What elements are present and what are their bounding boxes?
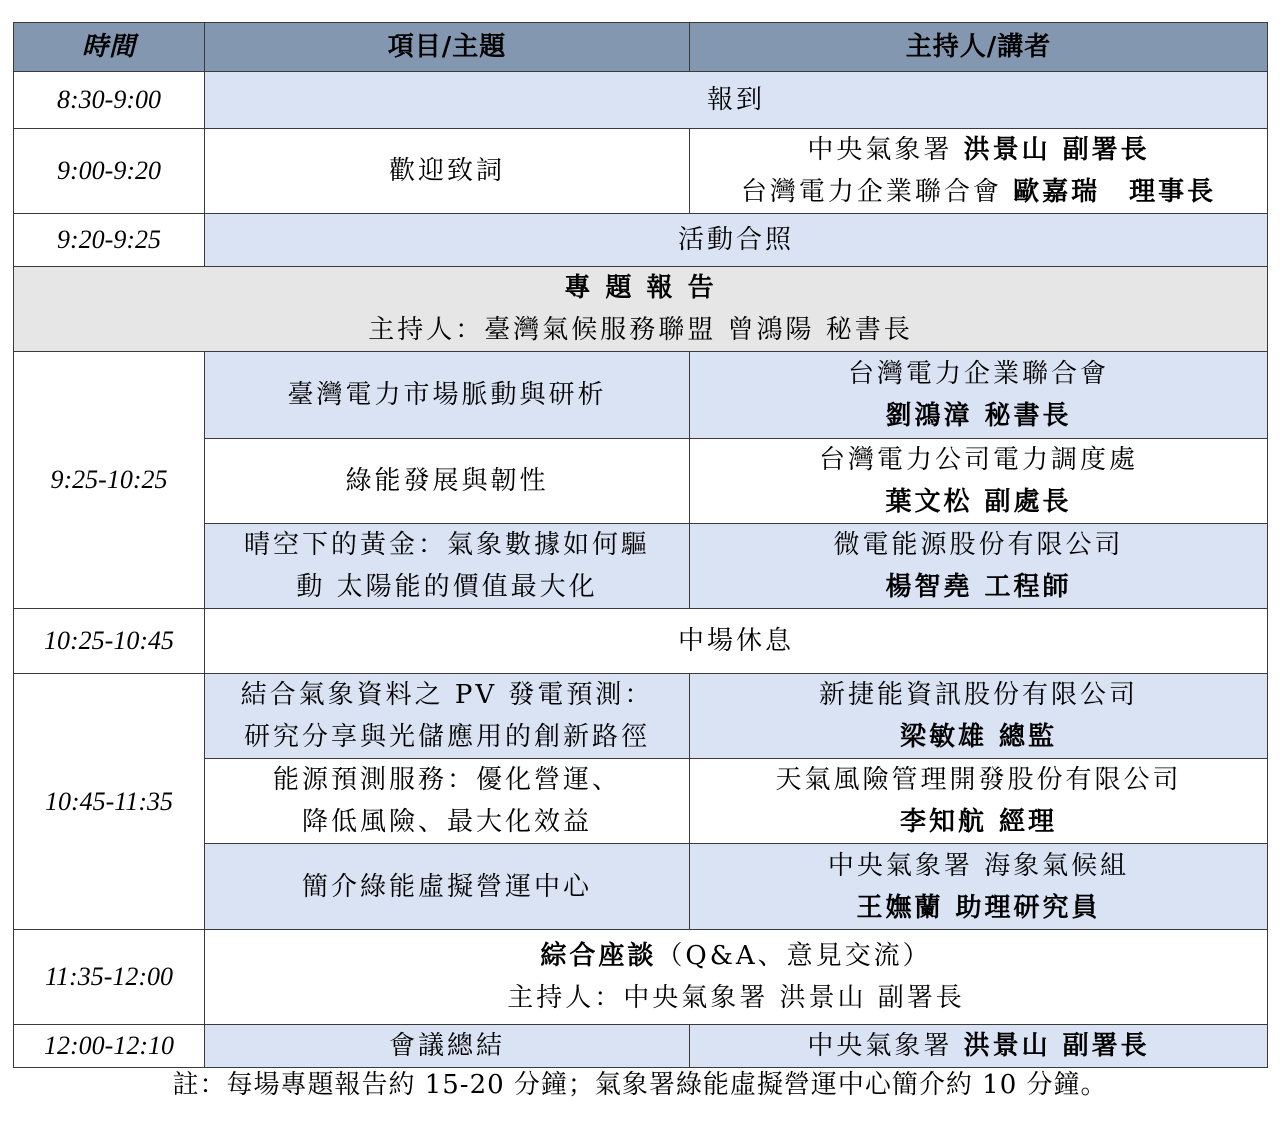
speaker-cell <box>690 759 1268 844</box>
time-cell: 12:00-12:10 <box>14 1025 205 1068</box>
table-row <box>14 609 1268 674</box>
topic-cell: 臺灣電力市場脈動與研析 <box>205 352 690 439</box>
header-topic: 項目/主題 <box>205 23 690 72</box>
time-cell: 10:25-10:45 <box>14 609 205 674</box>
speaker-name: 葉文松 副處長 <box>885 487 1072 517</box>
table-row <box>14 72 1268 129</box>
speaker-cell <box>690 844 1268 930</box>
speaker-org: 台灣電力企業聯合會 <box>740 177 1002 207</box>
topic-cell: 會議總結 <box>205 1025 690 1068</box>
topic-cell <box>205 524 690 609</box>
speaker-name: 李知航 經理 <box>899 807 1058 837</box>
table-row <box>14 674 1268 759</box>
topic-line: 降低風險、最大化效益 <box>301 807 592 837</box>
discussion-subtitle: （Q&A、意見交流） <box>656 941 932 971</box>
speaker-cell <box>690 524 1268 609</box>
time-cell: 11:35-12:00 <box>14 930 205 1025</box>
topic-cell <box>205 759 690 844</box>
speaker-cell <box>690 1025 1268 1068</box>
speaker-org: 微電能源股份有限公司 <box>833 530 1124 560</box>
speaker-name: 洪景山 副署長 <box>963 1031 1150 1061</box>
discussion-cell <box>205 930 1268 1025</box>
topic-line: 動 太陽能的價值最大化 <box>296 572 598 602</box>
topic-cell: 簡介綠能虛擬營運中心 <box>205 844 690 930</box>
agenda-table <box>13 22 1268 1068</box>
time-cell: 10:45-11:35 <box>14 674 205 930</box>
speaker-cell <box>690 439 1268 524</box>
table-row <box>14 930 1268 1025</box>
discussion-title: 綜合座談 <box>540 941 657 971</box>
speaker-org: 台灣電力公司電力調度處 <box>818 445 1138 475</box>
footnote: 註：每場專題報告約 15-20 分鐘；氣象署綠能虛擬營運中心簡介約 10 分鐘。 <box>172 1070 1108 1100</box>
section-host: 主持人：臺灣氣候服務聯盟 曾鴻陽 秘書長 <box>368 315 913 345</box>
speaker-org: 中央氣象署 <box>807 1031 953 1061</box>
section-cell <box>14 267 1268 352</box>
time-cell: 9:00-9:20 <box>14 129 205 214</box>
speaker-cell <box>690 674 1268 759</box>
speaker-cell <box>690 129 1268 214</box>
header-row <box>14 23 1268 72</box>
time-cell: 8:30-9:00 <box>14 72 205 129</box>
topic-line: 研究分享與光儲應用的創新路徑 <box>243 722 650 752</box>
speaker-org: 台灣電力企業聯合會 <box>847 359 1109 389</box>
speaker-name: 王嫵蘭 助理研究員 <box>856 892 1101 923</box>
topic-cell: 綠能發展與韌性 <box>205 439 690 524</box>
speaker-org: 中央氣象署 海象氣候組 <box>827 850 1130 881</box>
topic-line: 結合氣象資料之 PV 發電預測： <box>240 680 654 710</box>
item-cell: 報到 <box>205 72 1268 129</box>
time-cell: 9:20-9:25 <box>14 214 205 267</box>
speaker-org: 新捷能資訊股份有限公司 <box>818 680 1138 710</box>
section-title: 專 題 報 告 <box>564 273 717 303</box>
item-cell: 中場休息 <box>205 609 1268 674</box>
time-cell: 9:25-10:25 <box>14 352 205 609</box>
topic-line: 能源預測服務：優化營運、 <box>272 765 621 795</box>
speaker-cell <box>690 352 1268 439</box>
table-row <box>14 129 1268 214</box>
table-row <box>14 214 1268 267</box>
speaker-name: 歐嘉瑞 理事長 <box>1013 177 1217 207</box>
topic-cell <box>205 674 690 759</box>
table-row <box>14 352 1268 439</box>
speaker-org: 中央氣象署 <box>807 135 953 165</box>
topic-cell: 歡迎致詞 <box>205 129 690 214</box>
speaker-name: 洪景山 副署長 <box>963 135 1150 165</box>
speaker-name: 劉鴻漳 秘書長 <box>885 401 1072 431</box>
header-speaker: 主持人/講者 <box>690 23 1268 72</box>
speaker-org: 天氣風險管理開發股份有限公司 <box>775 765 1182 795</box>
speaker-name: 楊智堯 工程師 <box>885 572 1072 602</box>
topic-line: 晴空下的黃金：氣象數據如何驅 <box>243 530 650 560</box>
discussion-host: 主持人：中央氣象署 洪景山 副署長 <box>507 983 965 1013</box>
table-row <box>14 1025 1268 1068</box>
section-row <box>14 267 1268 352</box>
speaker-name: 梁敏雄 總監 <box>899 722 1058 752</box>
item-cell: 活動合照 <box>205 214 1268 267</box>
header-time: 時間 <box>14 23 205 72</box>
